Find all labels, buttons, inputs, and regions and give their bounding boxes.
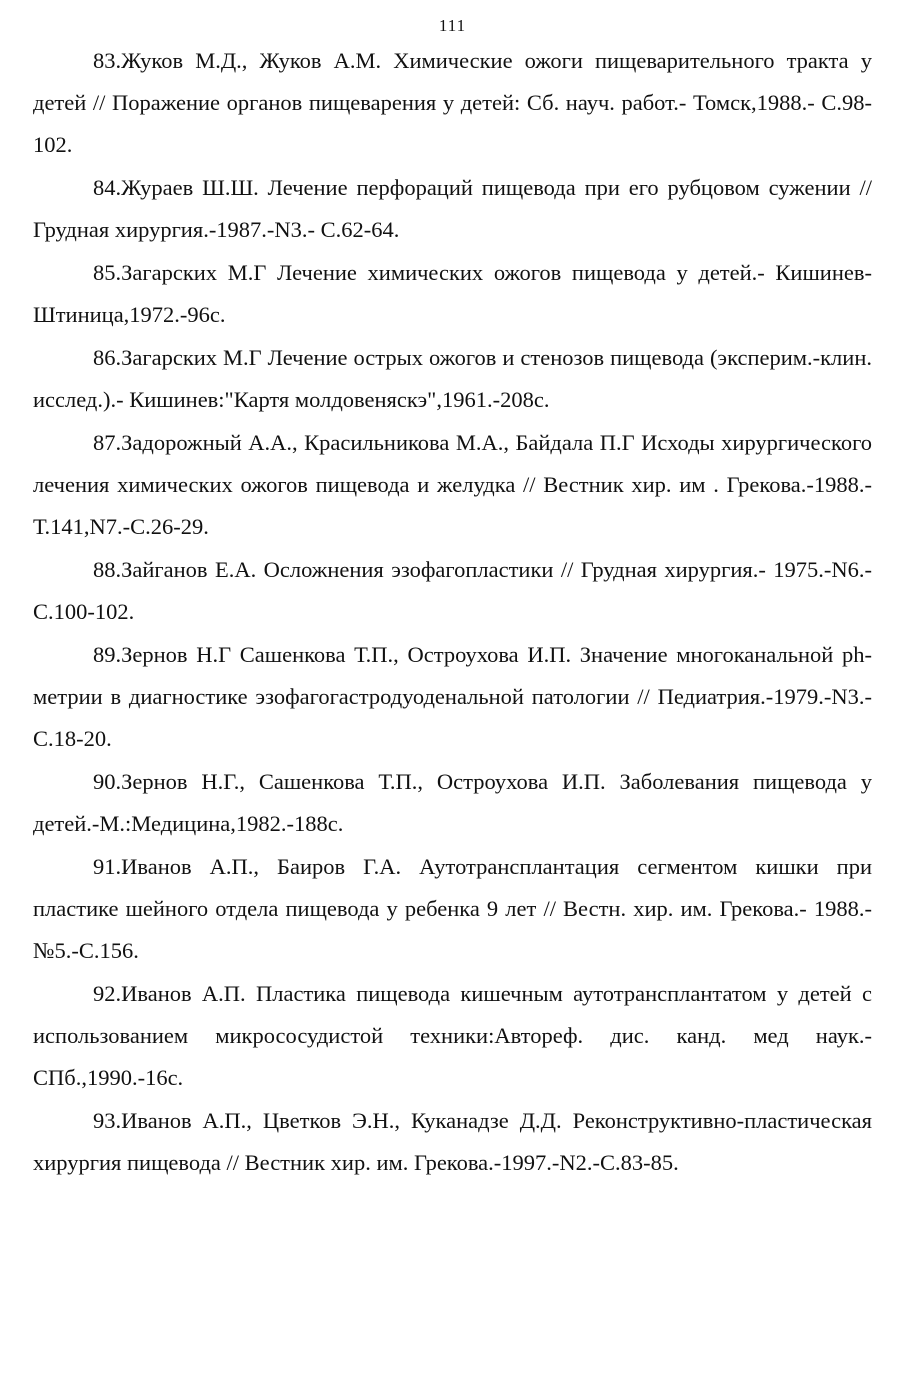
reference-number: 91. xyxy=(93,854,122,879)
reference-number: 83. xyxy=(93,48,122,73)
reference-number: 93. xyxy=(93,1108,122,1133)
reference-item xyxy=(33,337,872,421)
reference-text: Жураев Ш.Ш. Лечение перфораций пищевода при его рубцовом сужении // Грудная хирургия.-1987.-N3.- С.62-64. xyxy=(33,175,872,242)
reference-item xyxy=(33,549,872,633)
reference-text: Зайганов Е.А. Осложнения эзофагопластики // Грудная хирургия.- 1975.-N6.-С.100-102. xyxy=(33,557,872,624)
reference-text: Жуков М.Д., Жуков А.М. Химические ожоги пищеварительного тракта у детей // Поражение органов пищеварения у детей: Сб. науч. работ.- Томск,1988.- С.98-102. xyxy=(33,48,872,157)
reference-number: 90. xyxy=(93,769,122,794)
reference-text: Зернов Н.Г., Сашенкова Т.П., Остроухова И.П. Заболевания пищевода у детей.-М.:Медицина,1982.-188с. xyxy=(33,769,872,836)
reference-item xyxy=(33,40,872,166)
reference-item xyxy=(33,252,872,336)
reference-item xyxy=(33,634,872,760)
reference-text: Иванов А.П. Пластика пищевода кишечным аутотрансплантатом у детей с использованием микрососудистой техники:Автореф. дис. канд. мед наук.-СПб.,1990.-16с. xyxy=(33,981,872,1090)
reference-text: Задорожный А.А., Красильникова М.А., Байдала П.Г Исходы хирургического лечения химических ожогов пищевода и желудка // Вестник хир. им . Грекова.-1988.- Т.141,N7.-С.26-29. xyxy=(33,430,872,539)
reference-list xyxy=(33,40,872,1184)
page-number: 111 xyxy=(438,16,467,35)
reference-item xyxy=(33,973,872,1099)
reference-text: Загарских М.Г Лечение химических ожогов пищевода у детей.- Кишинев-Штиница,1972.-96с. xyxy=(33,260,872,327)
reference-number: 85. xyxy=(93,260,122,285)
reference-number: 89. xyxy=(93,642,122,667)
reference-text: Иванов А.П., Баиров Г.А. Аутотрансплантация сегментом кишки при пластике шейного отдела пищевода у ребенка 9 лет // Вестн. хир. им. Грекова.- 1988.-№5.-С.156. xyxy=(33,854,872,963)
reference-text: Иванов А.П., Цветков Э.Н., Куканадзе Д.Д. Реконструктивно-пластическая хирургия пищевода // Вестник хир. им. Грекова.-1997.-N2.-С.83-85. xyxy=(33,1108,872,1175)
reference-text: Загарских М.Г Лечение острых ожогов и стенозов пищевода (эксперим.-клин. исслед.).- Кишинев:"Картя молдовеняскэ",1961.-208с. xyxy=(33,345,872,412)
reference-number: 87. xyxy=(93,430,122,455)
reference-number: 88. xyxy=(93,557,122,582)
reference-item xyxy=(33,761,872,845)
reference-number: 84. xyxy=(93,175,122,200)
reference-number: 86. xyxy=(93,345,122,370)
reference-text: Зернов Н.Г Сашенкова Т.П., Остроухова И.П. Значение многоканальной ph-метрии в диагностике эзофагогастродуоденальной патологии // Педиатрия.-1979.-N3.-С.18-20. xyxy=(33,642,872,751)
reference-number: 92. xyxy=(93,981,122,1006)
reference-item xyxy=(33,422,872,548)
reference-item xyxy=(33,846,872,972)
reference-item xyxy=(33,1100,872,1184)
reference-item xyxy=(33,167,872,251)
